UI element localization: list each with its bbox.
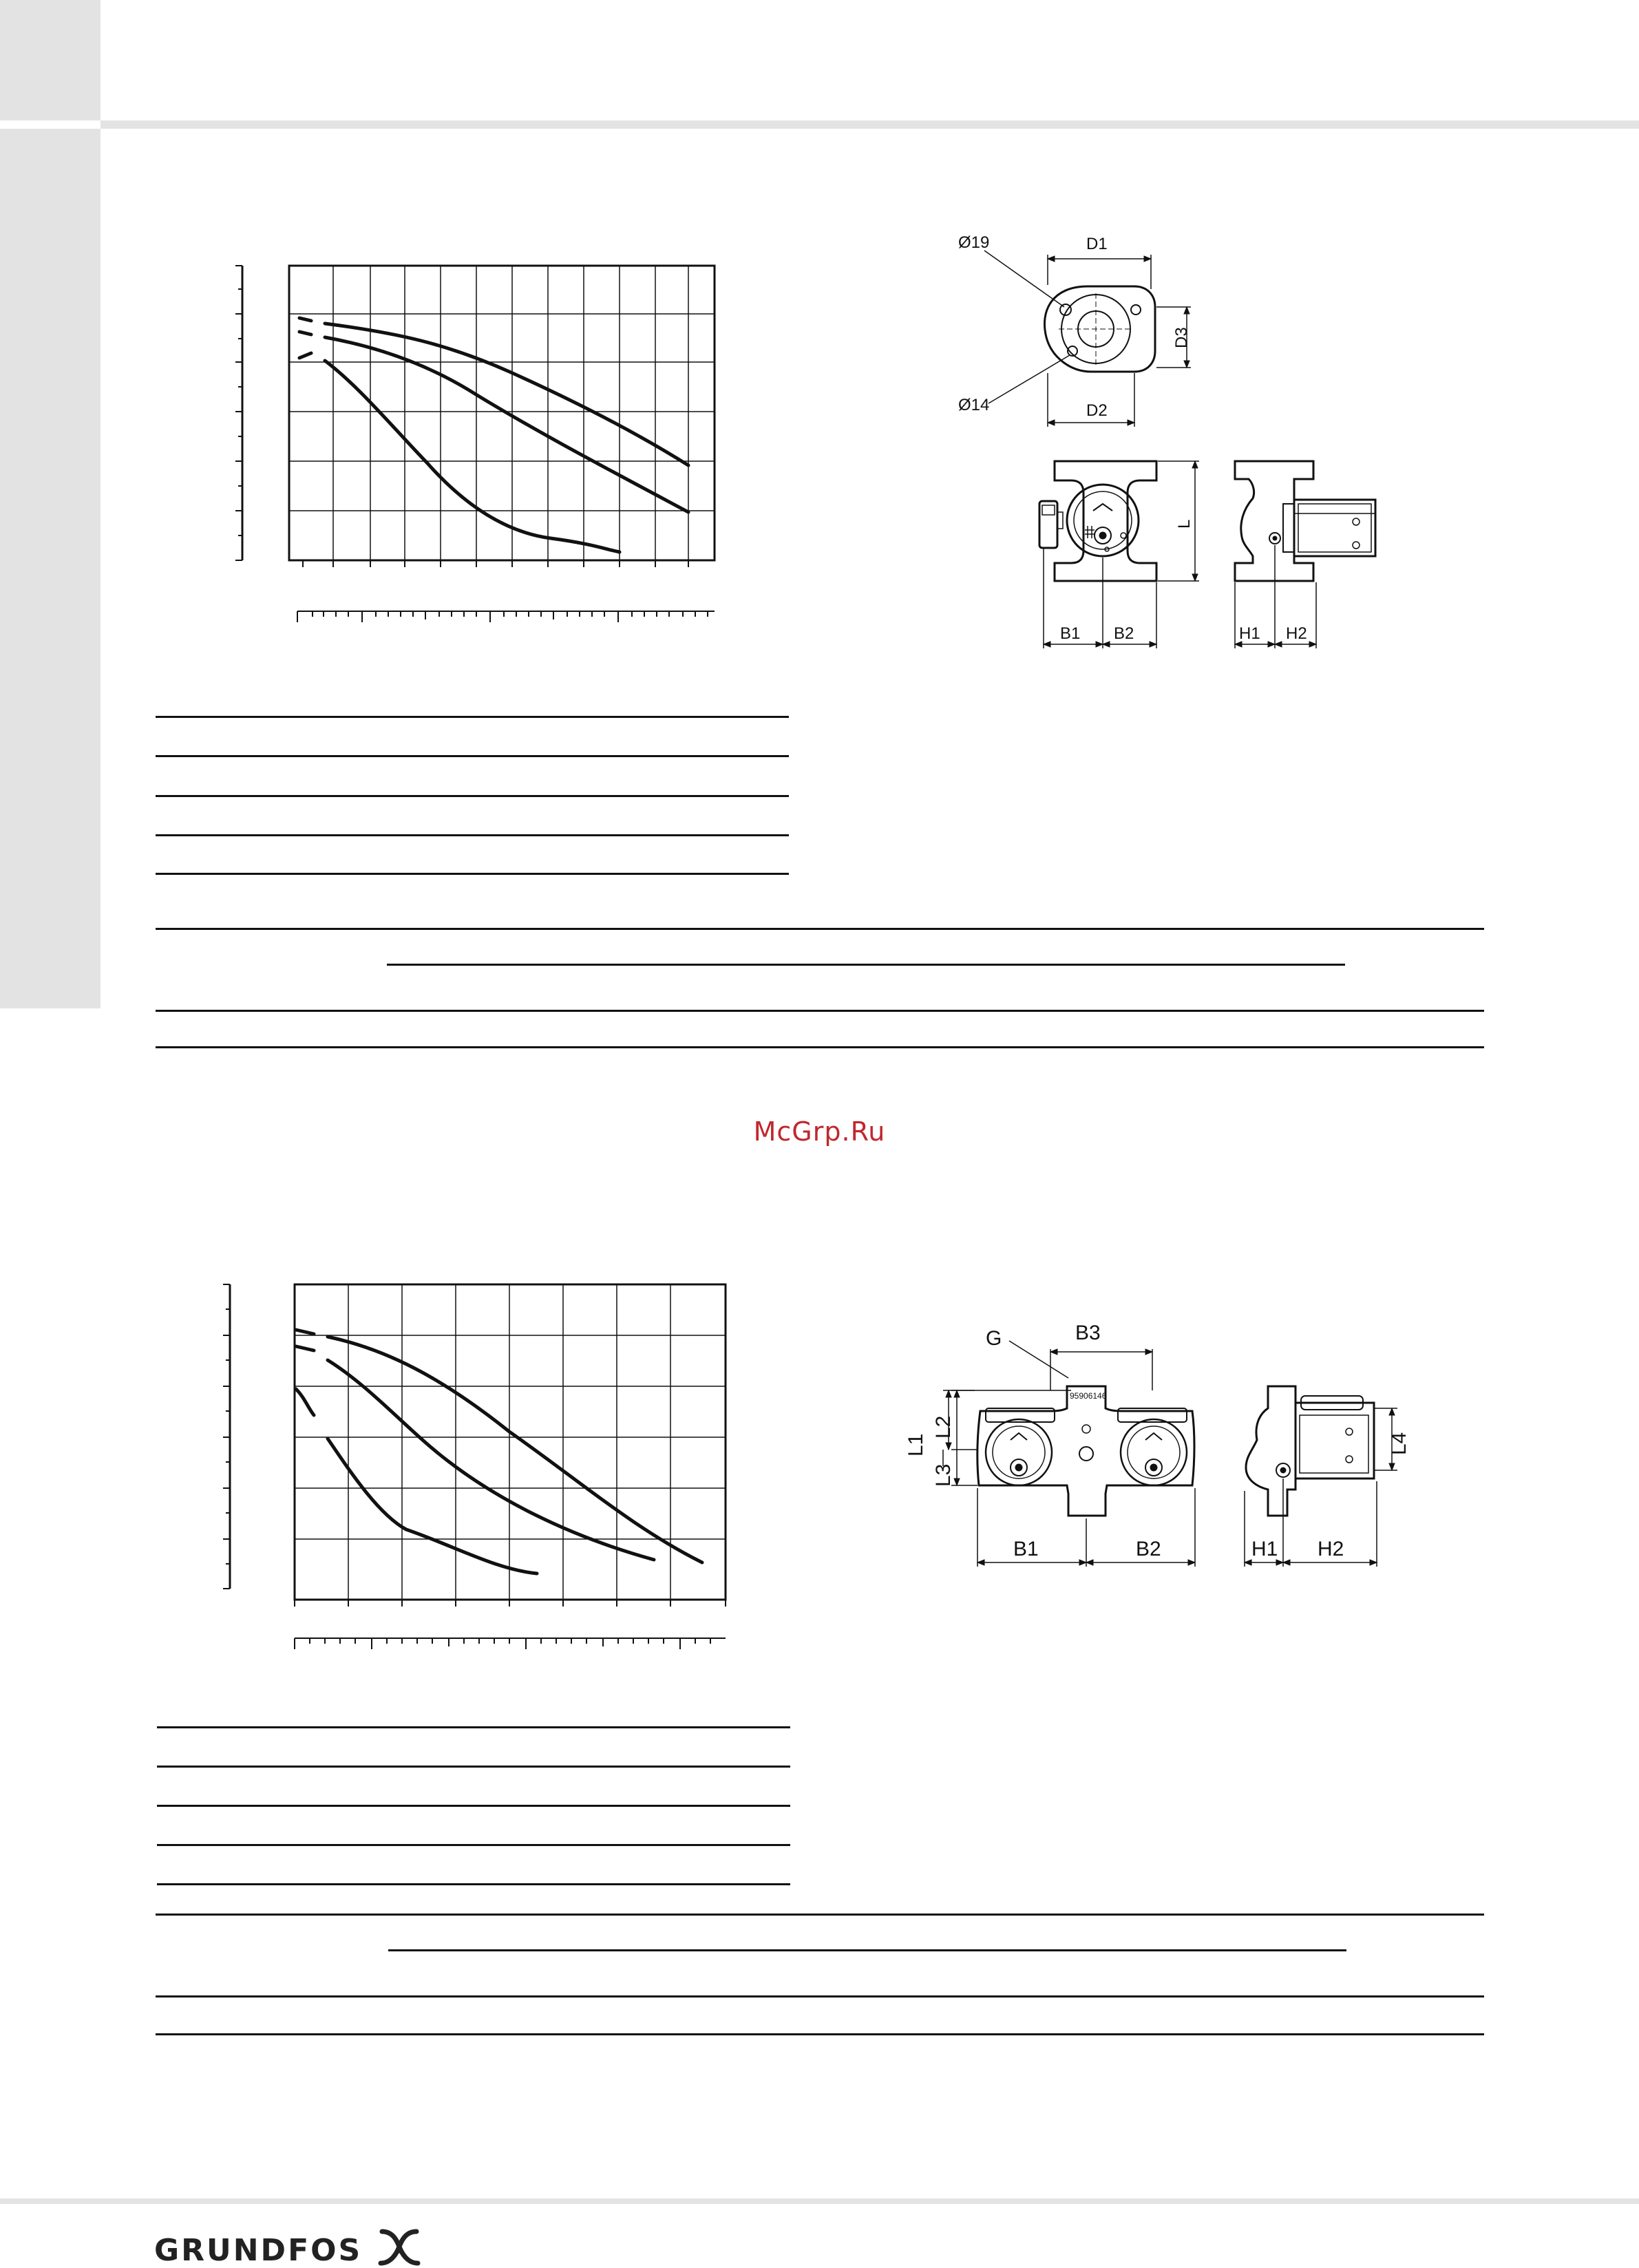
drawing2-b3-label: B3 [1075,1322,1101,1344]
table1-rule [156,834,789,836]
chart2-curve-speed-1 [296,1389,537,1573]
chart2-secondary-axis [295,1638,726,1649]
grundfos-logo [154,2229,421,2268]
dimension-table2-rule [156,2033,1484,2035]
chart1-curves [299,318,688,552]
performance-chart-2 [220,1273,730,1659]
chart1-secondary-axis [297,611,715,622]
chart2-curve-speed-3 [296,1330,702,1562]
drawing1-top-view [984,251,1191,427]
drawing1-h2-label: H2 [1286,624,1307,643]
watermark: McGrp.Ru [753,1116,886,1147]
dimension-table2-rule [156,1995,1484,1997]
chart1-curve-speed-2 [299,332,688,512]
drawing2-b1-label: B1 [1013,1538,1039,1560]
table2-rule [157,1726,790,1728]
drawing2-b2-label: B2 [1136,1538,1161,1560]
drawing1-phi14-label: Ø14 [958,396,990,414]
performance-chart-1 [220,255,730,640]
drawing1-phi19-label: Ø19 [958,233,990,252]
grundfos-x-icon [378,2229,421,2266]
chart1-grid [289,266,715,560]
drawing2-l2-label: L2 [932,1415,955,1439]
drawing2-h2-label: H2 [1318,1538,1344,1560]
chart1-frame [242,266,715,560]
drawing2-l3-label: L3 [932,1463,955,1487]
dimension-table2-subrule [388,1949,1346,1951]
drawing1-b2-label: B2 [1114,624,1134,643]
table2-rule [157,1883,790,1885]
drawing2-front-view [943,1341,1195,1567]
dimension-drawing-2 [874,1322,1410,1583]
dimension-table2-rule [156,1914,1484,1916]
drawing1-front-view [1039,461,1199,648]
drawing1-side-view [1235,461,1375,648]
dimension-table1-rule [156,1046,1484,1048]
drawing1-d2-label: D2 [1086,401,1108,420]
drawing2-h1-label: H1 [1251,1538,1278,1560]
dimension-table1-rule [156,1010,1484,1012]
chart2-grid [295,1284,726,1600]
drawing1-b1-label: B1 [1060,624,1081,643]
table1-rule [156,716,789,718]
drawing2-l1-label: L1 [905,1433,927,1456]
table2-rule [157,1844,790,1846]
drawing2-l4-label: L4 [1388,1432,1410,1455]
table2-rule [157,1766,790,1768]
chart2-curves [296,1330,702,1573]
table1-rule [156,873,789,875]
logo-wordmark: GRUNDFOS [154,2233,363,2268]
header-rule [101,120,1639,129]
table1-rule [156,755,789,757]
drawing1-d1-label: D1 [1086,235,1108,253]
drawing2-serial-label: 95906146 [1070,1391,1107,1401]
dimension-drawing-1 [950,227,1404,668]
dimension-table1-rule [156,928,1484,930]
dimension-table1-subrule [387,964,1345,966]
table1-rule [156,795,789,797]
chart2-curve-speed-2 [296,1346,654,1560]
drawing1-d3-label: D3 [1172,327,1191,348]
section-tab [0,0,101,1008]
table2-rule [157,1805,790,1807]
footer-rule [0,2198,1639,2204]
drawing2-g-label: G [986,1327,1002,1350]
drawing1-h1-label: H1 [1239,624,1260,643]
drawing1-l-label: L [1175,519,1194,529]
section-tab-divider [0,120,101,129]
